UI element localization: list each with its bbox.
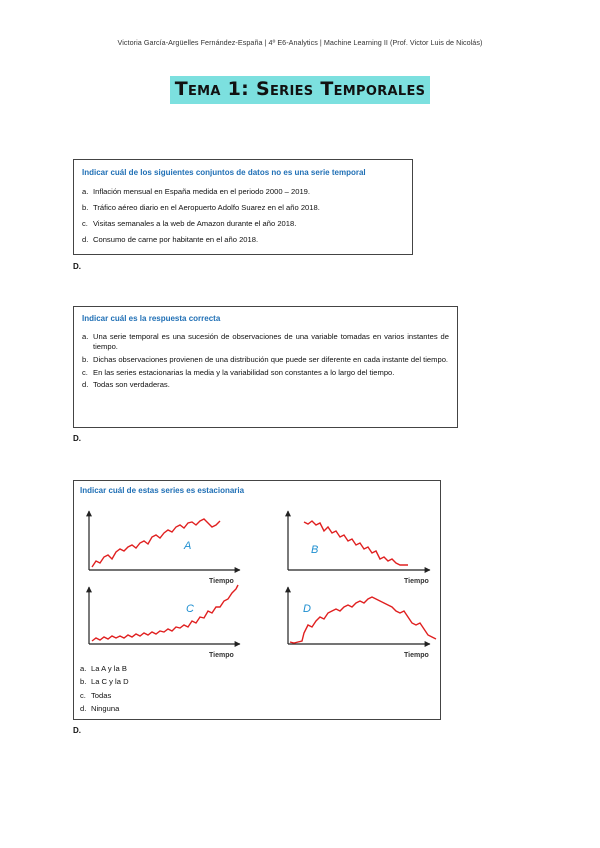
chart-a — [89, 511, 240, 585]
question-3-answer: D. — [73, 726, 81, 735]
series-charts — [80, 497, 436, 659]
question-2-box — [73, 306, 458, 428]
chart-a-axis-label: Tiempo — [209, 578, 234, 585]
page-header: Victoria García-Argüelles Fernández-España | 4º E6-Analytics | Machine Learning II (Prof. Victor Luis de Nicolás) — [117, 38, 483, 47]
chart-d — [288, 587, 436, 659]
page-title: Tema 1: Series Temporales — [170, 76, 431, 104]
chart-b-axis-label: Tiempo — [404, 578, 429, 585]
question-3-box — [73, 480, 441, 720]
chart-b-label: B — [311, 544, 319, 556]
chart-c-label: C — [186, 603, 194, 615]
chart-a-label: A — [184, 540, 192, 552]
question-3-option-a: a. La A y la B — [80, 664, 127, 673]
chart-d-series — [290, 597, 436, 643]
question-1-option-a: a. Inflación mensual en España medida en el periodo 2000 – 2019. — [82, 187, 311, 196]
question-1-option-d: d. Consumo de carne por habitante en el año 2018. — [82, 234, 259, 244]
chart-d-label: D — [303, 603, 311, 615]
question-2-option-d: d. Todas son verdaderas. — [82, 380, 170, 390]
question-2-option-b: b. Dichas observaciones provienen de una distribución que puede ser diferente en cada instante del tiempo. — [82, 354, 449, 364]
question-3-options — [80, 664, 434, 714]
question-1-option-b: b. Tráfico aéreo diario en el Aeropuerto Adolfo Suarez en el año 2018. — [82, 202, 320, 212]
question-2-answer: D. — [73, 434, 81, 443]
question-1-box — [73, 159, 413, 255]
chart-b-series — [304, 521, 408, 565]
question-3-option-c: c. Todas — [80, 690, 112, 700]
question-3-option-d: d. Ninguna — [80, 704, 120, 714]
question-1-option-c: c. Visitas semanales a la web de Amazon durante el año 2018. — [82, 218, 297, 228]
chart-a-series — [92, 519, 220, 567]
question-2-option-a: a. Una serie temporal es una sucesión de observaciones de una variable tomadas en varios instantes de tiempo. — [82, 332, 449, 351]
chart-b — [288, 511, 430, 585]
chart-d-axis-label: Tiempo — [404, 652, 429, 659]
chart-c-series — [92, 585, 238, 641]
chart-c-axis-label: Tiempo — [209, 652, 234, 659]
question-3-option-b: b. La C y la D — [80, 677, 129, 687]
question-3-title: Indicar cuál de estas series es estacionaria — [80, 486, 245, 495]
series-charts-svg — [80, 497, 436, 659]
chart-c — [89, 585, 240, 659]
question-1-title: Indicar cuál de los siguientes conjuntos de datos no es una serie temporal — [82, 168, 366, 177]
question-2-option-c: c. En las series estacionarias la media y la variabilidad son constantes a lo largo del tiempo. — [82, 367, 395, 377]
title-wrap — [0, 76, 600, 104]
question-1-answer: D. — [73, 262, 81, 271]
question-2-title: Indicar cuál es la respuesta correcta — [82, 314, 221, 323]
